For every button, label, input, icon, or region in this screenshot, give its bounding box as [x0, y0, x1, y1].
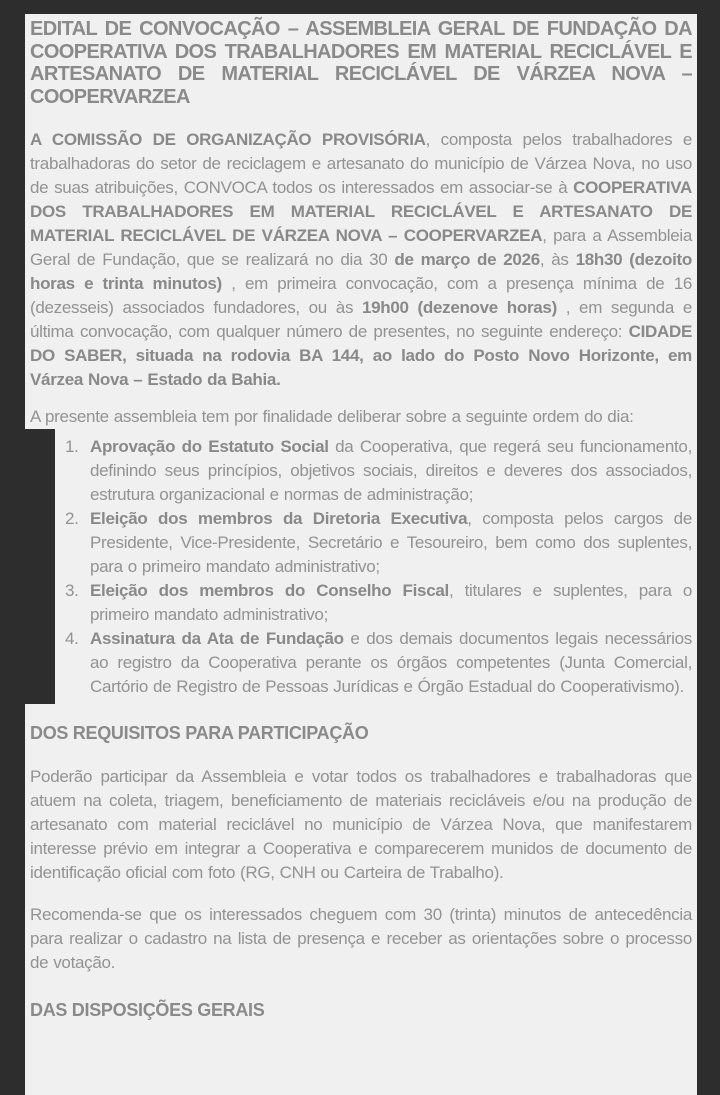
agenda-item-number: 3.	[65, 581, 79, 600]
requirements-heading: DOS REQUISITOS PARA PARTICIPAÇÃO	[30, 723, 369, 743]
agenda-item-number: 1.	[65, 437, 79, 456]
agenda-item-text: Eleição dos membros do Conselho Fiscal, titulares e suplentes, para o primeiro mandato administrativo;	[90, 581, 692, 624]
requirements-paragraph: Poderão participar da Assembleia e votar todos os trabalhadores e trabalhadoras que atuem na coleta, triagem, beneficiamento de materiais recicláveis e/ou na produção de artesanato com material reciclável no município de Várzea Nova, que manifestarem interesse prévio em integrar a Cooperativa e comparecerem munidos de documento de identificação oficial com foto (RG, CNH ou Carteira de Trabalho).	[30, 767, 692, 882]
agenda-list	[62, 435, 692, 699]
document-title: EDITAL DE CONVOCAÇÃO – ASSEMBLEIA GERAL DE FUNDAÇÃO DA COOPERATIVA DOS TRABALHADORES EM MATERIAL RECICLÁVEL E ARTESANATO DE MATERIAL RECICLÁVEL DE VÁRZEA NOVA – COOPERVARZEA	[30, 18, 692, 108]
general-provisions-heading: DAS DISPOSIÇÕES GERAIS	[30, 1000, 265, 1020]
agenda-item-text: Eleição dos membros da Diretoria Executiva, composta pelos cargos de Presidente, Vice-Presidente, Secretário e Tesoureiro, bem como dos suplentes, para o primeiro mandato administrativo;	[90, 509, 692, 576]
agenda-item-number: 2.	[65, 509, 79, 528]
document-page	[25, 14, 697, 1095]
agenda-item	[62, 507, 692, 579]
agenda-item	[62, 627, 692, 699]
agenda-item	[62, 579, 692, 627]
convocation-paragraph: A COMISSÃO DE ORGANIZAÇÃO PROVISÓRIA, composta pelos trabalhadores e trabalhadoras do setor de reciclagem e artesanato do município de Várzea Nova, no uso de suas atribuições, CONVOCA todos os interessados em associar-se à COOPERATIVA DOS TRABALHADORES EM MATERIAL RECICLÁVEL E ARTESANATO DE MATERIAL RECICLÁVEL DE VÁRZEA NOVA – COOPERVARZEA, para a Assembleia Geral de Fundação, que se realizará no dia 30 de março de 2026, às 18h30 (dezoito horas e trinta minutos) , em primeira convocação, com a presença mínima de 16 (dezesseis) associados fundadores, ou às 19h00 (dezenove horas) , em segunda e última convocação, com qualquer número de presentes, no seguinte endereço: CIDADE DO SABER, situada na rodovia BA 144, ao lado do Posto Novo Horizonte, em Várzea Nova – Estado da Bahia.	[30, 130, 693, 389]
agenda-item-number: 4.	[65, 629, 79, 648]
agenda-list-container	[55, 429, 697, 704]
agenda-intro-paragraph: A presente assembleia tem por finalidade deliberar sobre a seguinte ordem do dia:	[30, 407, 634, 426]
agenda-item-text: Assinatura da Ata de Fundação e dos demais documentos legais necessários ao registro da Cooperativa perante os órgãos competentes (Junta Comercial, Cartório de Registro de Pessoas Jurídicas e Órgão Estadual do Cooperativismo).	[90, 629, 692, 696]
arrival-recommendation-paragraph: Recomenda-se que os interessados cheguem com 30 (trinta) minutos de antecedência para realizar o cadastro na lista de presença e receber as orientações sobre o processo de votação.	[30, 905, 692, 972]
agenda-item	[62, 435, 692, 507]
agenda-item-text: Aprovação do Estatuto Social da Cooperativa, que regerá seu funcionamento, definindo seus princípios, objetivos sociais, direitos e deveres dos associados, estrutura organizacional e normas de administração;	[90, 437, 692, 504]
agenda-list-indent-block	[25, 429, 697, 704]
